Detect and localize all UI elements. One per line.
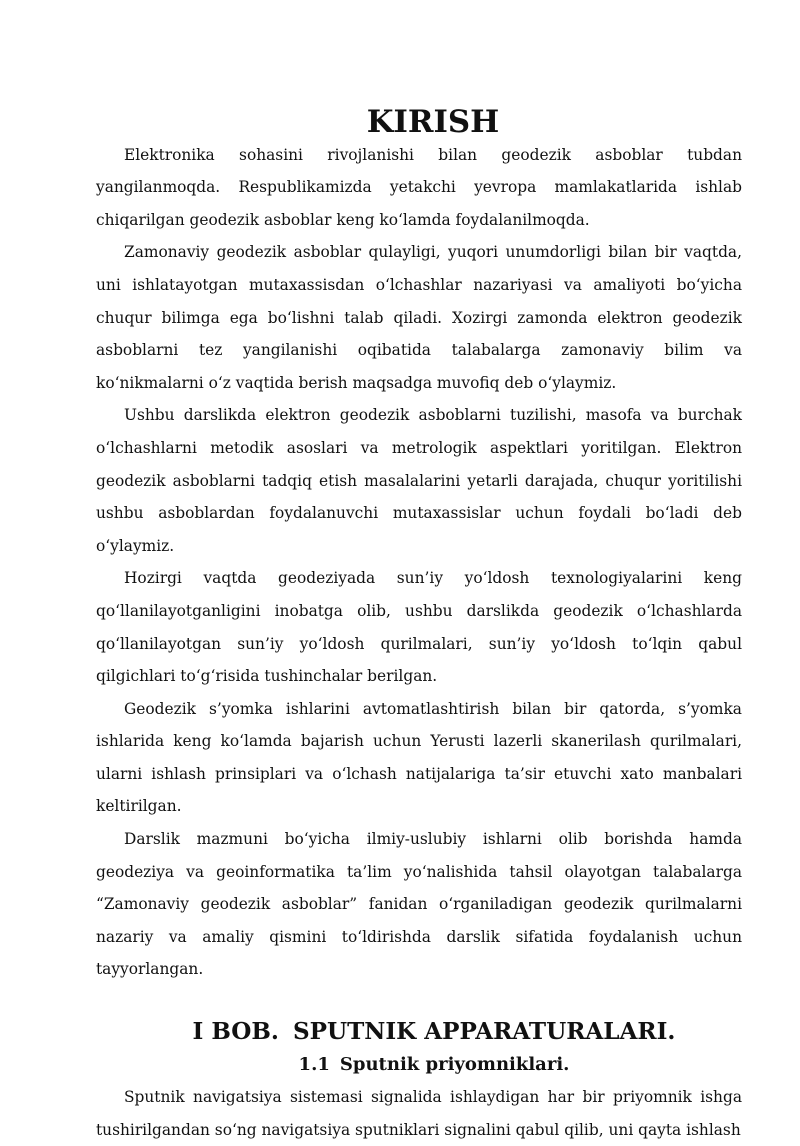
intro-paragraph-1: Elektronika sohasini rivojlanishi bilan geodezik asboblar tubdan yangilanmoqda. Respublikamizda yetakchi yevropa mamlakatlarida ishlab chiqarilgan geodezik asboblar keng ko‘lamda foydalanilmoqda. bbox=[96, 145, 742, 229]
intro-title: KIRISH bbox=[366, 104, 500, 140]
intro-paragraph-5: Geodezik s’yomka ishlarini avtomatlashtirish bilan bir qatorda, s’yomka ishlarida keng ko‘lamda bajarish uchun Yerusti lazerli skanerilash qurilmalari, ularni ishlash prinsiplari va o‘lchash natijalariga ta’sir etuvchi xato manbalari keltirilgan. bbox=[96, 699, 742, 816]
section-title: Sputnik priyomniklari. bbox=[339, 1053, 570, 1075]
intro-paragraph-2: Zamonaviy geodezik asboblar qulayligi, yuqori unumdorligi bilan bir vaqtda, uni ishlatayotgan mutaxassisdan o‘lchashlar nazariyasi va amaliyoti bo‘yicha chuqur bilimga ega bo‘lishni talab qiladi. Xozirgi zamonda elektron geodezik asboblarni tez yangilanishi oqibatida talabalarga zamonaviy bilim va ko‘nikmalarni o‘z vaqtida berish maqsadga muvofiq deb o‘ylaymiz. bbox=[96, 243, 742, 392]
chapter-heading bbox=[96, 1016, 742, 1049]
chapter-number: I BOB. bbox=[192, 1018, 279, 1046]
document-page bbox=[96, 106, 742, 1146]
intro-paragraph-6: Darslik mazmuni bo‘yicha ilmiy-uslubiy ishlarni olib borishda hamda geodeziya va geoinformatika ta’lim yo‘nalishida tahsil olayotgan talabalarga “Zamonaviy geodezik asboblar” fanidan o‘rganiladigan geodezik qurilmalarni nazariy va amaliy qismini to‘ldirishda darslik sifatida foydalanish uchun tayyorlangan. bbox=[96, 830, 742, 979]
section-number: 1.1 bbox=[298, 1053, 330, 1075]
chapter-title: SPUTNIK APPARATURALARI. bbox=[292, 1018, 676, 1046]
intro-paragraph-4: Hozirgi vaqtda geodeziyada sun’iy yo‘ldosh texnologiyalarini keng qo‘llanilayotganligini inobatga olib, ushbu darslikda geodezik o‘lchashlarda qo‘llanilayotgan sun’iy yo‘ldosh qurilmalari, sun’iy yo‘ldosh to‘lqin qabul qilgichlari to‘g‘risida tushinchalar berilgan. bbox=[96, 569, 742, 686]
section-paragraph-1: Sputnik navigatsiya sistemasi signalida ishlaydigan har bir priyomnik ishga tushirilgandan so‘ng navigatsiya sputniklari signalini qabul qilib, uni qayta ishlash bbox=[96, 1088, 742, 1139]
intro-paragraph-3: Ushbu darslikda elektron geodezik asboblarni tuzilishi, masofa va burchak o‘lchashlarni metodik asoslari va metrologik aspektlari yoritilgan. Elektron geodezik asboblarni tadqiq etish masalalarini yetarli darajada, chuqur yoritilishi ushbu asboblardan foydalanuvchi mutaxassislar uchun foydali bo‘ladi deb o‘ylaymiz. bbox=[96, 406, 742, 555]
section-heading bbox=[96, 1049, 742, 1082]
